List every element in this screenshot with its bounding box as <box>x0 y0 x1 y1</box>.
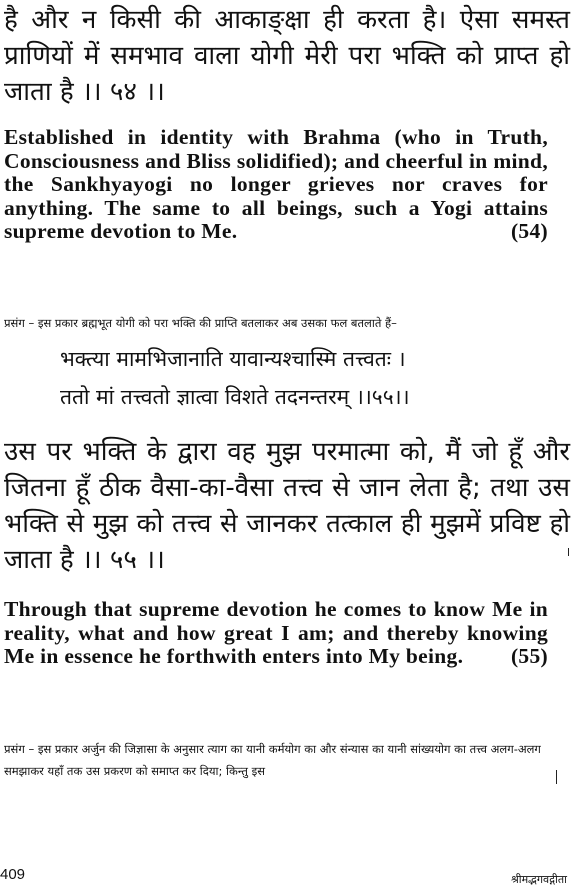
page-number: 409 <box>0 866 26 883</box>
sanskrit-shloka-55 <box>60 340 560 416</box>
english-text-54: Established in identity with Brahma (who in Truth, Consciousness and Bliss solidified); and cheerful in mind, the Sankhyayogi no longer grieves nor craves for anything. The same to all beings, such a Yogi attains supreme devotion to Me. <box>4 125 548 243</box>
verse-number-55: (55) <box>510 644 548 668</box>
english-translation-verse-54 <box>4 126 548 244</box>
hindi-translation-verse-54: है और न किसी की आकाङ्क्षा ही करता है। ऐसा समस्त प्राणियों में समभाव वाला योगी मेरी परा भक्ति को प्राप्त हो जाता है ।। ५४ ।। <box>4 5 570 107</box>
english-text-55: Through that supreme devotion he comes to know Me in reality, what and how great I am; and thereby knowing Me in essence he forthwith enters into My being. <box>4 597 548 668</box>
shloka-line-2: ततो मां तत्त्वतो ज्ञात्वा विशते तदनन्तरम् ।।५५।। <box>60 385 410 409</box>
shloka-line-1: भक्त्या मामभिजानाति यावान्यश्चास्मि तत्त्वतः । <box>60 347 406 371</box>
verse-number-54: (54) <box>510 219 548 243</box>
english-translation-verse-55 <box>4 598 548 669</box>
prasang-introduction-1: प्रसंग – इस प्रकार ब्रह्मभूत योगी को परा भक्ति की प्राप्ति बतलाकर अब उसका फल बतलाते हैं– <box>4 316 397 330</box>
margin-mark <box>568 548 569 556</box>
prasang-introduction-2: प्रसंग – इस प्रकार अर्जुन की जिज्ञासा के अनुसार त्याग का यानी कर्मयोग का और संन्यास का यानी सांख्ययोग का तत्त्व अलग-अलग समझाकर यहाँ तक उस प्रकरण को समाप्त कर दिया; किन्तु इस <box>4 742 541 778</box>
book-title-footer: श्रीमद्भगवद्गीता <box>510 873 567 886</box>
hindi-translation-verse-55: उस पर भक्ति के द्वारा वह मुझ परमात्मा को, मैं जो हूँ और जितना हूँ ठीक वैसा-का-वैसा तत्त्व से जान लेता है; तथा उस भक्ति से मुझ को तत्त्व से जानकर तत्काल ही मुझमें प्रविष्ट हो जाता है ।। ५५ ।। <box>4 437 570 575</box>
margin-mark <box>556 770 557 784</box>
